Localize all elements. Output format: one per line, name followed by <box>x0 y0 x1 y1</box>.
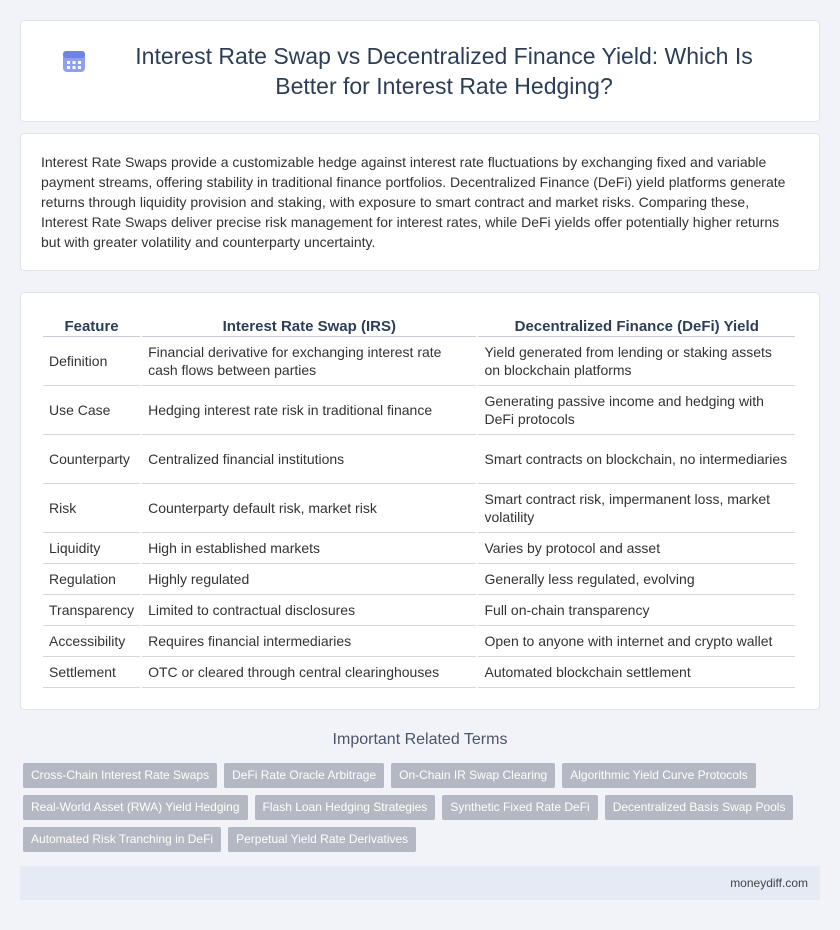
table-row <box>43 484 795 533</box>
term-tag[interactable]: Algorithmic Yield Curve Protocols <box>562 763 755 788</box>
feature-cell: Liquidity <box>43 533 140 564</box>
irs-cell: Requires financial intermediaries <box>142 626 476 657</box>
term-tag[interactable]: Perpetual Yield Rate Derivatives <box>228 827 416 852</box>
related-terms-list <box>23 763 823 859</box>
table-row <box>43 657 795 688</box>
defi-cell: Open to anyone with internet and crypto wallet <box>478 626 795 657</box>
irs-cell: Hedging interest rate risk in traditional finance <box>142 386 476 435</box>
feature-cell: Use Case <box>43 386 140 435</box>
defi-cell: Smart contract risk, impermanent loss, market volatility <box>478 484 795 533</box>
term-tag[interactable]: Synthetic Fixed Rate DeFi <box>442 795 597 820</box>
table-row <box>43 564 795 595</box>
irs-cell: Centralized financial institutions <box>142 435 476 484</box>
defi-cell: Automated blockchain settlement <box>478 657 795 688</box>
term-tag[interactable]: Decentralized Basis Swap Pools <box>605 795 794 820</box>
term-tag[interactable]: DeFi Rate Oracle Arbitrage <box>224 763 384 788</box>
table-row <box>43 337 795 386</box>
footer-site-link[interactable]: moneydiff.com <box>730 876 808 890</box>
irs-cell: OTC or cleared through central clearinghouses <box>142 657 476 688</box>
table-header-row <box>43 311 795 337</box>
feature-cell: Definition <box>43 337 140 386</box>
header-irs: Interest Rate Swap (IRS) <box>142 311 476 337</box>
term-tag[interactable]: Real-World Asset (RWA) Yield Hedging <box>23 795 248 820</box>
comparison-table <box>41 311 797 688</box>
irs-cell: Limited to contractual disclosures <box>142 595 476 626</box>
feature-cell: Regulation <box>43 564 140 595</box>
table-row <box>43 595 795 626</box>
table-row <box>43 533 795 564</box>
feature-cell: Risk <box>43 484 140 533</box>
header-defi: Decentralized Finance (DeFi) Yield <box>478 311 795 337</box>
irs-cell: Counterparty default risk, market risk <box>142 484 476 533</box>
footer <box>20 866 820 900</box>
feature-cell: Accessibility <box>43 626 140 657</box>
related-terms-title: Important Related Terms <box>332 731 508 748</box>
feature-cell: Transparency <box>43 595 140 626</box>
table-row <box>43 626 795 657</box>
page-title: Interest Rate Swap vs Decentralized Finance Yield: Which Is Better for Interest Rate Hedging? <box>135 43 753 99</box>
intro-card <box>20 133 820 271</box>
feature-cell: Settlement <box>43 657 140 688</box>
defi-cell: Smart contracts on blockchain, no intermediaries <box>478 435 795 484</box>
irs-cell: High in established markets <box>142 533 476 564</box>
calendar-icon <box>61 48 87 74</box>
intro-paragraph: Interest Rate Swaps provide a customizable hedge against interest rate fluctuations by exchanging fixed and variable payment streams, offering stability in traditional finance portfolios. Decentralized Finance (DeFi) yield platforms generate returns through liquidity provision and staking, with exposure to smart contract and market risks. Comparing these, Interest Rate Swaps deliver precise risk management for interest rates, while DeFi yields offer potentially higher returns but with greater volatility and counterparty uncertainty. <box>41 154 786 250</box>
header-card <box>20 20 820 122</box>
term-tag[interactable]: Automated Risk Tranching in DeFi <box>23 827 221 852</box>
term-tag[interactable]: Flash Loan Hedging Strategies <box>255 795 436 820</box>
defi-cell: Varies by protocol and asset <box>478 533 795 564</box>
feature-cell: Counterparty <box>43 435 140 484</box>
defi-cell: Generally less regulated, evolving <box>478 564 795 595</box>
defi-cell: Full on-chain transparency <box>478 595 795 626</box>
irs-cell: Financial derivative for exchanging interest rate cash flows between parties <box>142 337 476 386</box>
defi-cell: Yield generated from lending or staking assets on blockchain platforms <box>478 337 795 386</box>
table-row <box>43 386 795 435</box>
defi-cell: Generating passive income and hedging with DeFi protocols <box>478 386 795 435</box>
table-row <box>43 435 795 484</box>
term-tag[interactable]: On-Chain IR Swap Clearing <box>391 763 555 788</box>
comparison-card <box>20 292 820 710</box>
header-feature: Feature <box>43 311 140 337</box>
irs-cell: Highly regulated <box>142 564 476 595</box>
term-tag[interactable]: Cross-Chain Interest Rate Swaps <box>23 763 217 788</box>
